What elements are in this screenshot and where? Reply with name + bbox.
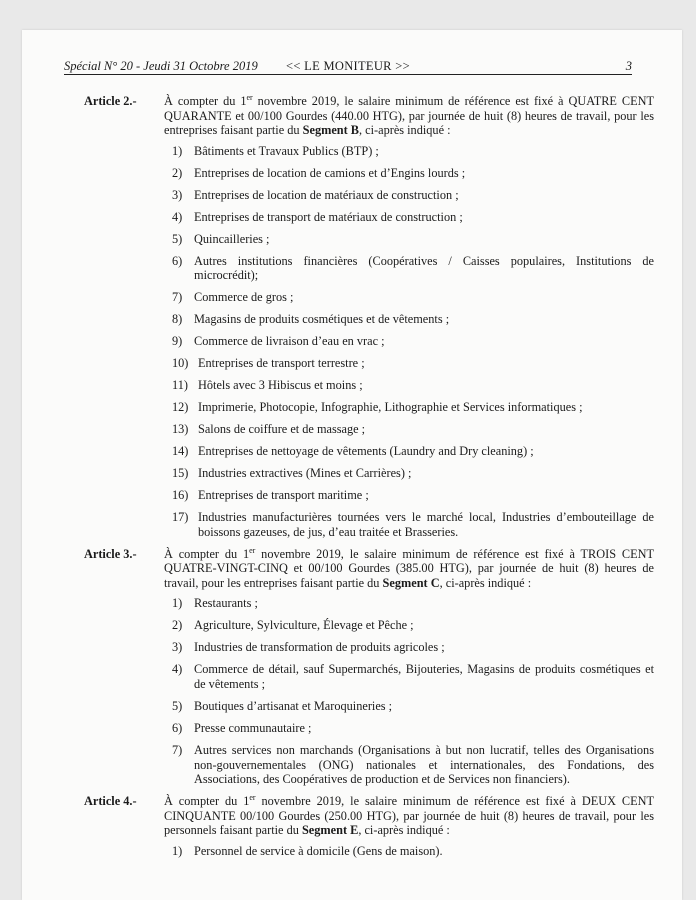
intro-text: novembre 2019, le salaire minimum de référence est fixé à DEUX CENT CINQUANTE 00/100 Gourdes (250.00 HTG), par journée de huit (8) heures de travail, pour les personnels faisant partie du <box>164 794 654 838</box>
list-item-text: Industries manufacturières tournées vers le marché local, Industries d’embouteillage de boissons gazeuses, de jus, d’eau traitée et Brasseries. <box>198 510 654 539</box>
list-item <box>172 510 654 539</box>
list-item-text: Quincailleries ; <box>194 231 270 246</box>
list-item-number: 9) <box>172 334 183 349</box>
list-item <box>172 232 654 247</box>
list-item-number: 3) <box>172 640 183 655</box>
ordinal-suffix: er <box>246 93 253 102</box>
ordinal-suffix: er <box>249 793 256 803</box>
list-item-text: Imprimerie, Photocopie, Infographie, Lithographie et Services informatiques ; <box>198 400 583 415</box>
list-item-number: 4) <box>172 209 183 224</box>
article-intro <box>164 547 654 591</box>
segment-name: Segment B <box>302 123 359 138</box>
list-item <box>172 618 654 633</box>
intro-text: À compter du 1 <box>164 94 247 108</box>
list-item <box>172 721 654 736</box>
list-item <box>172 188 654 203</box>
list-item <box>172 422 654 437</box>
running-header <box>64 58 632 75</box>
list-item-text: Industries de transformation de produits agricoles ; <box>194 640 445 655</box>
issue-info: Spécial N° 20 - Jeudi 31 Octobre 2019 <box>64 59 258 73</box>
list-item-text: Entreprises de transport maritime ; <box>198 488 369 503</box>
list-item <box>172 312 654 327</box>
article-label: Article 3.- <box>84 546 137 561</box>
list-item-text: Presse communautaire ; <box>194 721 312 735</box>
list-item-number: 4) <box>172 662 183 677</box>
list-item <box>172 488 654 503</box>
segment-list <box>84 844 654 859</box>
list-item <box>172 334 654 349</box>
article-2 <box>84 94 654 539</box>
list-item-number: 7) <box>172 290 183 305</box>
list-item-number: 5) <box>172 231 183 246</box>
list-item-number: 2) <box>172 165 183 180</box>
list-item-text: Entreprises de location de matériaux de construction ; <box>194 187 459 202</box>
list-item-text: Agriculture, Sylviculture, Élevage et Pêche ; <box>194 618 414 633</box>
intro-text: À compter du 1 <box>164 794 250 809</box>
list-item-number: 1) <box>172 143 183 158</box>
list-item-text: Boutiques d’artisanat et Maroquineries ; <box>194 699 393 714</box>
article-intro <box>164 794 654 838</box>
list-item-number: 7) <box>172 742 183 757</box>
list-item <box>172 596 654 611</box>
segment-name: Segment E <box>301 823 359 838</box>
journal-title: << LE MONITEUR >> <box>286 59 410 73</box>
list-item <box>172 144 654 159</box>
intro-text: novembre 2019, le salaire minimum de référence est fixé à TROIS CENT QUATRE-VINGT-CINQ et 00/100 Gourdes (385.00 HTG), par journée de huit (8) heures de travail, pour les entreprises faisant partie du <box>164 546 654 590</box>
list-item-text: Autres services non marchands (Organisations à but non lucratif, telles des Organisations non-gouvernementales (ONG) nationales et internationales, des Fondations, des Associations, des Coopératives de production et de Services non financiers). <box>194 742 654 787</box>
list-item-text: Salons de coiffure et de massage ; <box>198 422 366 437</box>
list-item <box>172 640 654 655</box>
list-item-number: 10) <box>172 356 189 371</box>
list-item <box>172 844 654 859</box>
list-item <box>172 444 654 459</box>
list-item-text: Entreprises de location de camions et d’Engins lourds ; <box>194 165 466 180</box>
list-item-number: 14) <box>172 444 189 459</box>
page-number: 3 <box>625 59 632 73</box>
intro-text: , ci-après indiqué : <box>439 575 532 590</box>
ordinal-suffix: er <box>249 545 256 555</box>
intro-text: novembre 2019, le salaire minimum de référence est fixé à QUATRE CENT QUARANTE et 00/100 Gourdes (440.00 HTG), par journée de huit (8) heures de travail, pour les entreprises faisant partie du <box>164 94 655 138</box>
list-item-text: Entreprises de transport terrestre ; <box>198 356 365 371</box>
list-item-text: Industries extractives (Mines et Carrières) ; <box>198 466 412 481</box>
list-item <box>172 166 654 181</box>
document-page <box>22 30 682 900</box>
list-item-text: Entreprises de nettoyage de vêtements (Laundry and Dry cleaning) ; <box>198 444 534 459</box>
list-item <box>172 662 654 691</box>
list-item-text: Entreprises de transport de matériaux de construction ; <box>194 209 463 224</box>
list-item-text: Restaurants ; <box>194 596 258 611</box>
article-3 <box>84 547 654 787</box>
list-item-number: 5) <box>172 699 183 714</box>
intro-text: , ci-après indiqué : <box>359 123 451 138</box>
segment-name: Segment C <box>382 575 440 590</box>
list-item <box>172 210 654 225</box>
list-item-text: Commerce de livraison d’eau en vrac ; <box>194 334 385 349</box>
list-item-number: 3) <box>172 187 183 202</box>
list-item-number: 13) <box>172 422 189 437</box>
segment-list <box>84 596 654 786</box>
list-item-text: Commerce de détail, sauf Supermarchés, Bijouteries, Magasins de produits cosmétiques et de vêtements ; <box>194 662 654 692</box>
list-item-number: 11) <box>172 378 188 393</box>
list-item-number: 15) <box>172 466 189 481</box>
list-item-text: Magasins de produits cosmétiques et de vêtements ; <box>194 312 450 327</box>
article-label: Article 2.- <box>84 94 137 108</box>
list-item-number: 8) <box>172 312 183 327</box>
list-item-number: 2) <box>172 618 183 633</box>
document-body <box>84 94 654 866</box>
list-item <box>172 743 654 787</box>
list-item-number: 1) <box>172 843 183 858</box>
list-item-text: Hôtels avec 3 Hibiscus et moins ; <box>198 378 363 393</box>
list-item-number: 1) <box>172 596 183 611</box>
article-4 <box>84 794 654 858</box>
list-item <box>172 378 654 393</box>
list-item-text: Autres institutions financières (Coopératives / Caisses populaires, Institutions de microcrédit); <box>194 253 654 283</box>
list-item-number: 17) <box>172 510 189 525</box>
list-item-number: 12) <box>172 400 189 415</box>
list-item-number: 6) <box>172 253 183 268</box>
list-item <box>172 290 654 305</box>
list-item <box>172 466 654 481</box>
list-item <box>172 400 654 415</box>
list-item-number: 6) <box>172 721 183 735</box>
article-label: Article 4.- <box>84 794 137 809</box>
article-intro <box>164 94 654 138</box>
segment-list <box>84 144 654 540</box>
list-item-text: Commerce de gros ; <box>194 290 294 305</box>
list-item-number: 16) <box>172 488 189 503</box>
list-item <box>172 254 654 283</box>
intro-text: À compter du 1 <box>164 546 250 561</box>
list-item <box>172 699 654 714</box>
list-item <box>172 356 654 371</box>
list-item-text: Personnel de service à domicile (Gens de maison). <box>194 843 443 858</box>
intro-text: , ci-après indiqué : <box>358 823 450 838</box>
list-item-text: Bâtiments et Travaux Publics (BTP) ; <box>194 143 379 158</box>
